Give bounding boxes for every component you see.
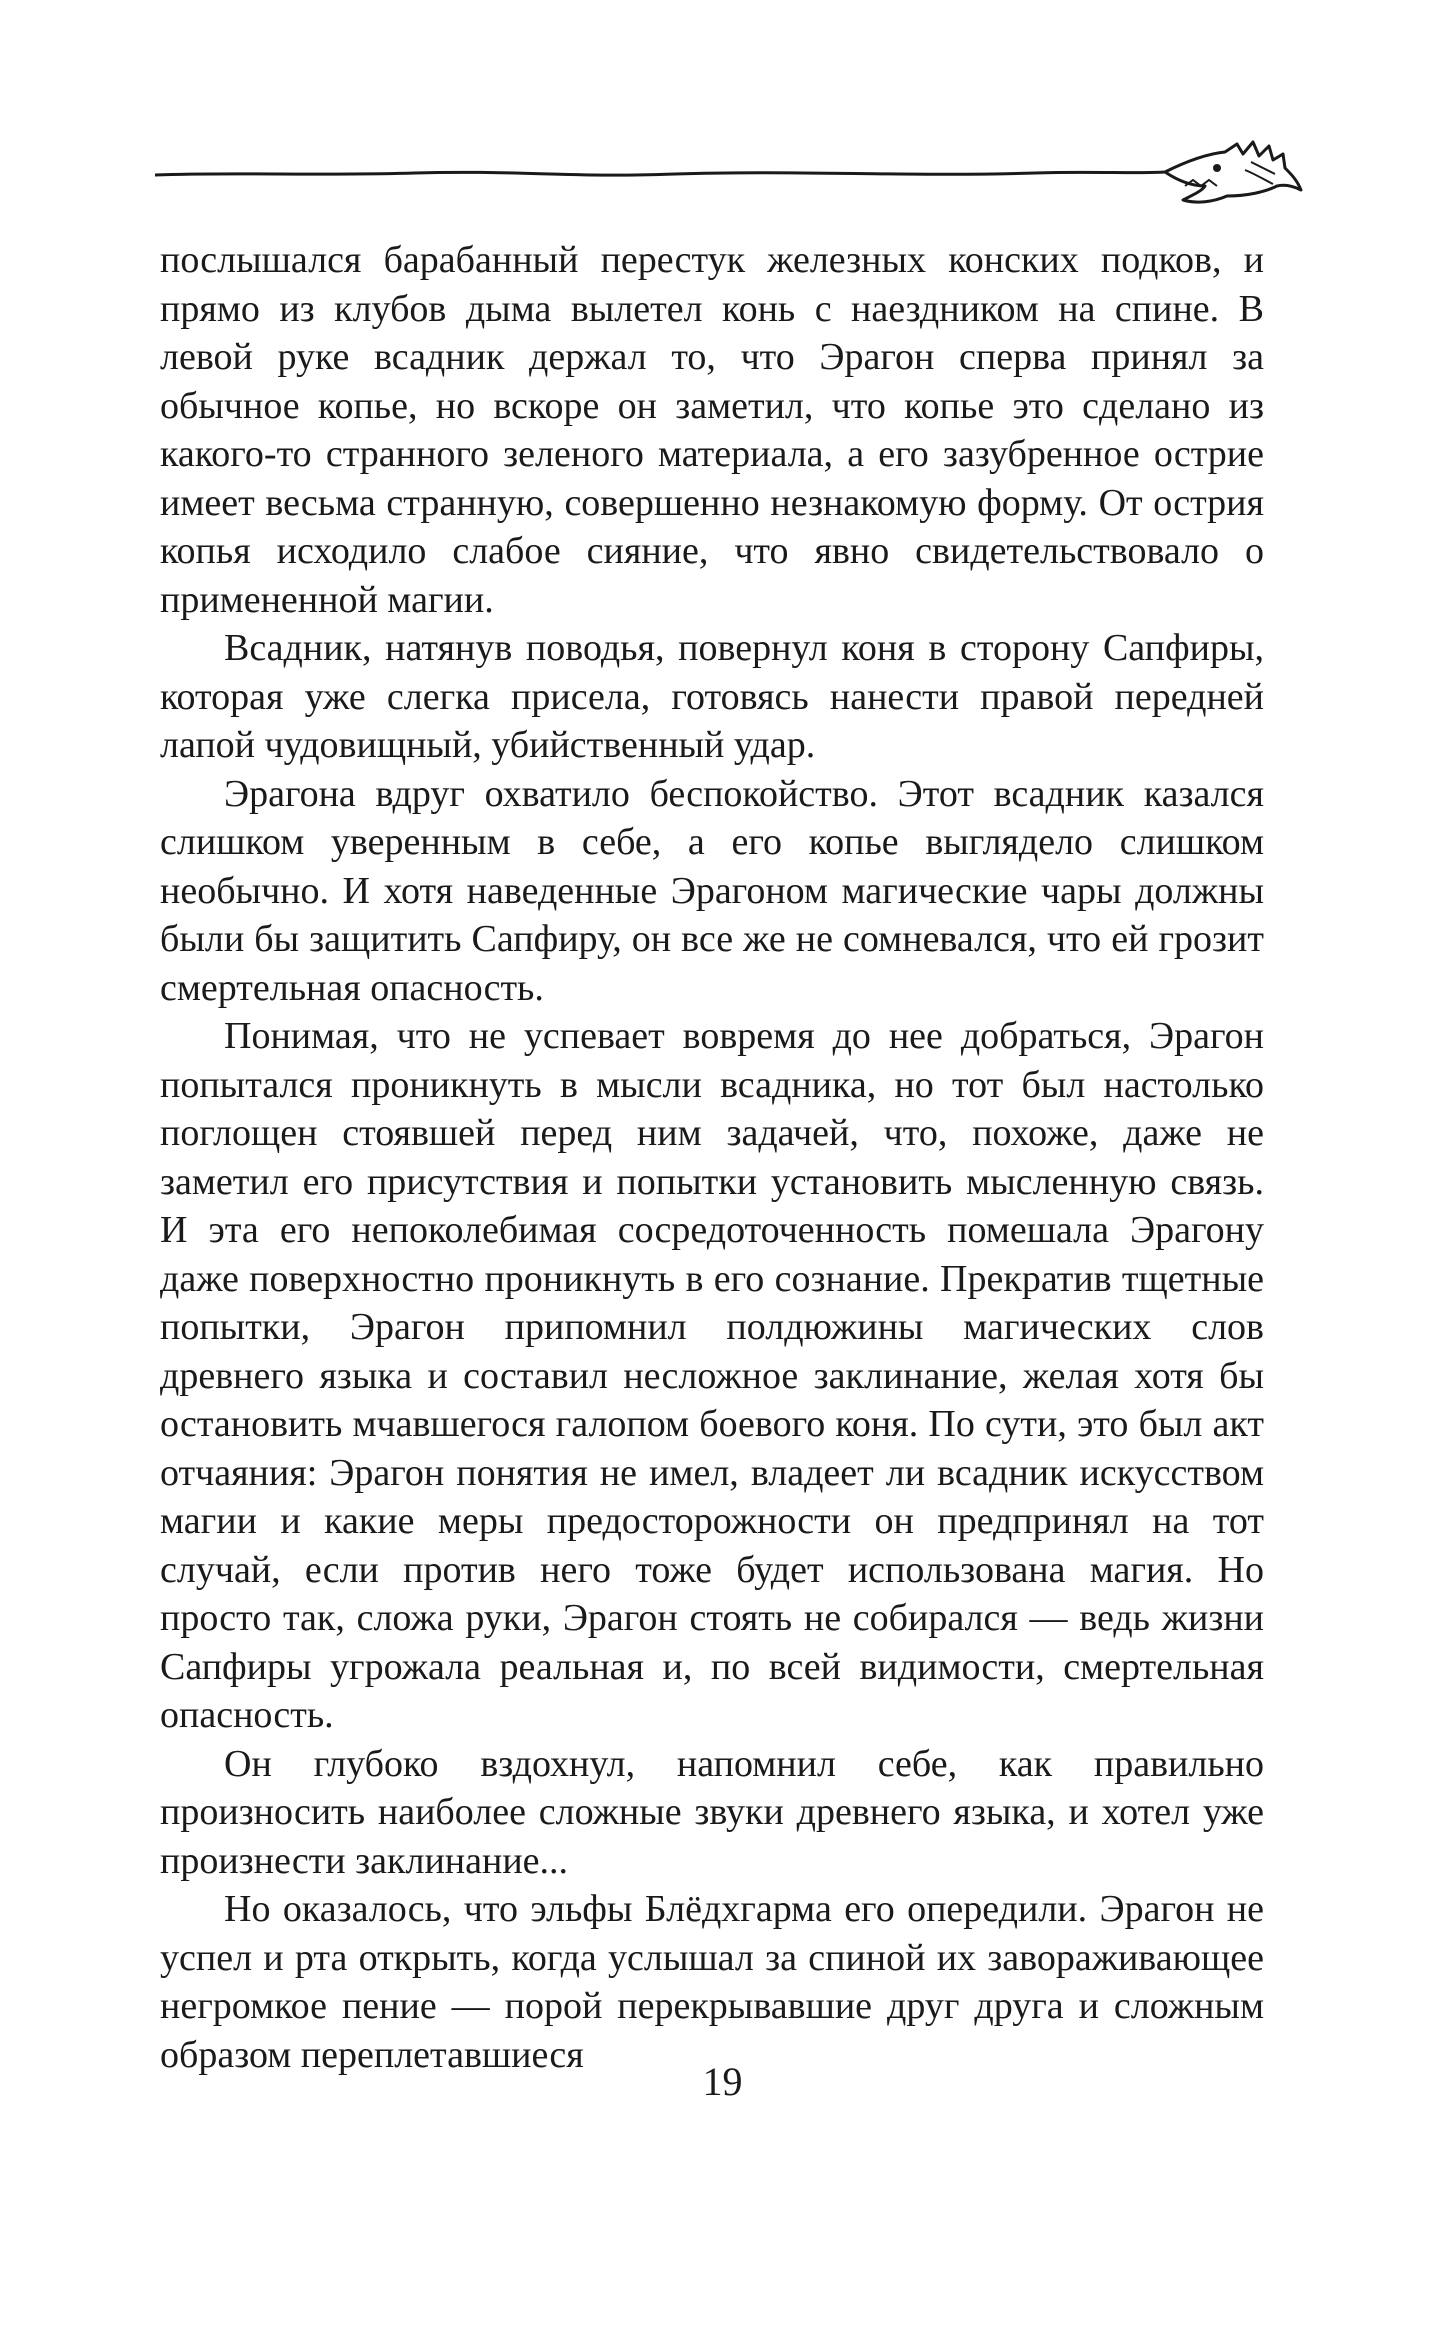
page-number: 19 xyxy=(702,2059,743,2104)
paragraph: послышался барабанный перестук железных конских подков, и прямо из клубов дыма вылетел конь с наездником на спине. В левой руке всадник держал то, что Эрагон сперва принял за обычное копье, но вскоре он заметил, что копье это сделано из какого-то странного зеленого материала, а его зазубренное острие имеет весьма странную, совершенно незнакомую форму. От острия копья исходило слабое сияние, что явно свидетельствовало о примененной магии. xyxy=(160,239,1264,621)
paragraph: Он глубоко вздохнул, напомнил себе, как правильно произносить наиболее сложные звуки древнего языка, и хотел уже произнести заклинание... xyxy=(160,1742,1264,1882)
dragon-head-icon xyxy=(1165,142,1301,202)
page-text xyxy=(160,236,1264,2079)
paragraph: Всадник, натянув поводья, повернул коня в сторону Сапфиры, которая уже слегка присела, готовясь нанести правой передней лапой чудовищный, убийственный удар. xyxy=(160,627,1264,766)
paragraph: Но оказалось, что эльфы Блёдхгарма его опередили. Эрагон не успел и рта открыть, когда услышал за спиной их завораживающее негромкое пение — порой перекрывавшие друг друга и сложным образом переплетавшиеся xyxy=(160,1888,1264,2076)
header-rule xyxy=(155,140,1305,210)
paragraph: Эрагона вдруг охватило беспокойство. Этот всадник казался слишком уверенным в себе, а его копье выглядело слишком необычно. И хотя наведенные Эрагоном магические чары должны были бы защитить Сапфиру, он все же не сомневался, что ей грозит смертельная опасность. xyxy=(160,772,1264,1009)
paragraph: Понимая, что не успевает вовремя до нее добраться, Эрагон попытался проникнуть в мысли всадника, но тот был настолько поглощен стоявшей перед ним задачей, что, похоже, даже не заметил его присутствия и попытки установить мысленную связь. И эта его непоколебимая сосредоточенность помешала Эрагону даже поверхностно проникнуть в его сознание. Прекратив тщетные попытки, Эрагон припомнил полдюжины магических слов древнего языка и составил несложное заклинание, желая хотя бы остановить мчавшегося галопом боевого коня. По сути, это был акт отчаяния: Эрагон понятия не имел, владеет ли всадник искусством магии и какие меры предосторожности он предпринял на тот случай, если против него тоже будет использована магия. Но просто так, сложа руки, Эрагон стоять не собирался — ведь жизни Сапфиры угрожала реальная и, по всей видимости, смертельная опасность. xyxy=(160,1015,1264,1736)
